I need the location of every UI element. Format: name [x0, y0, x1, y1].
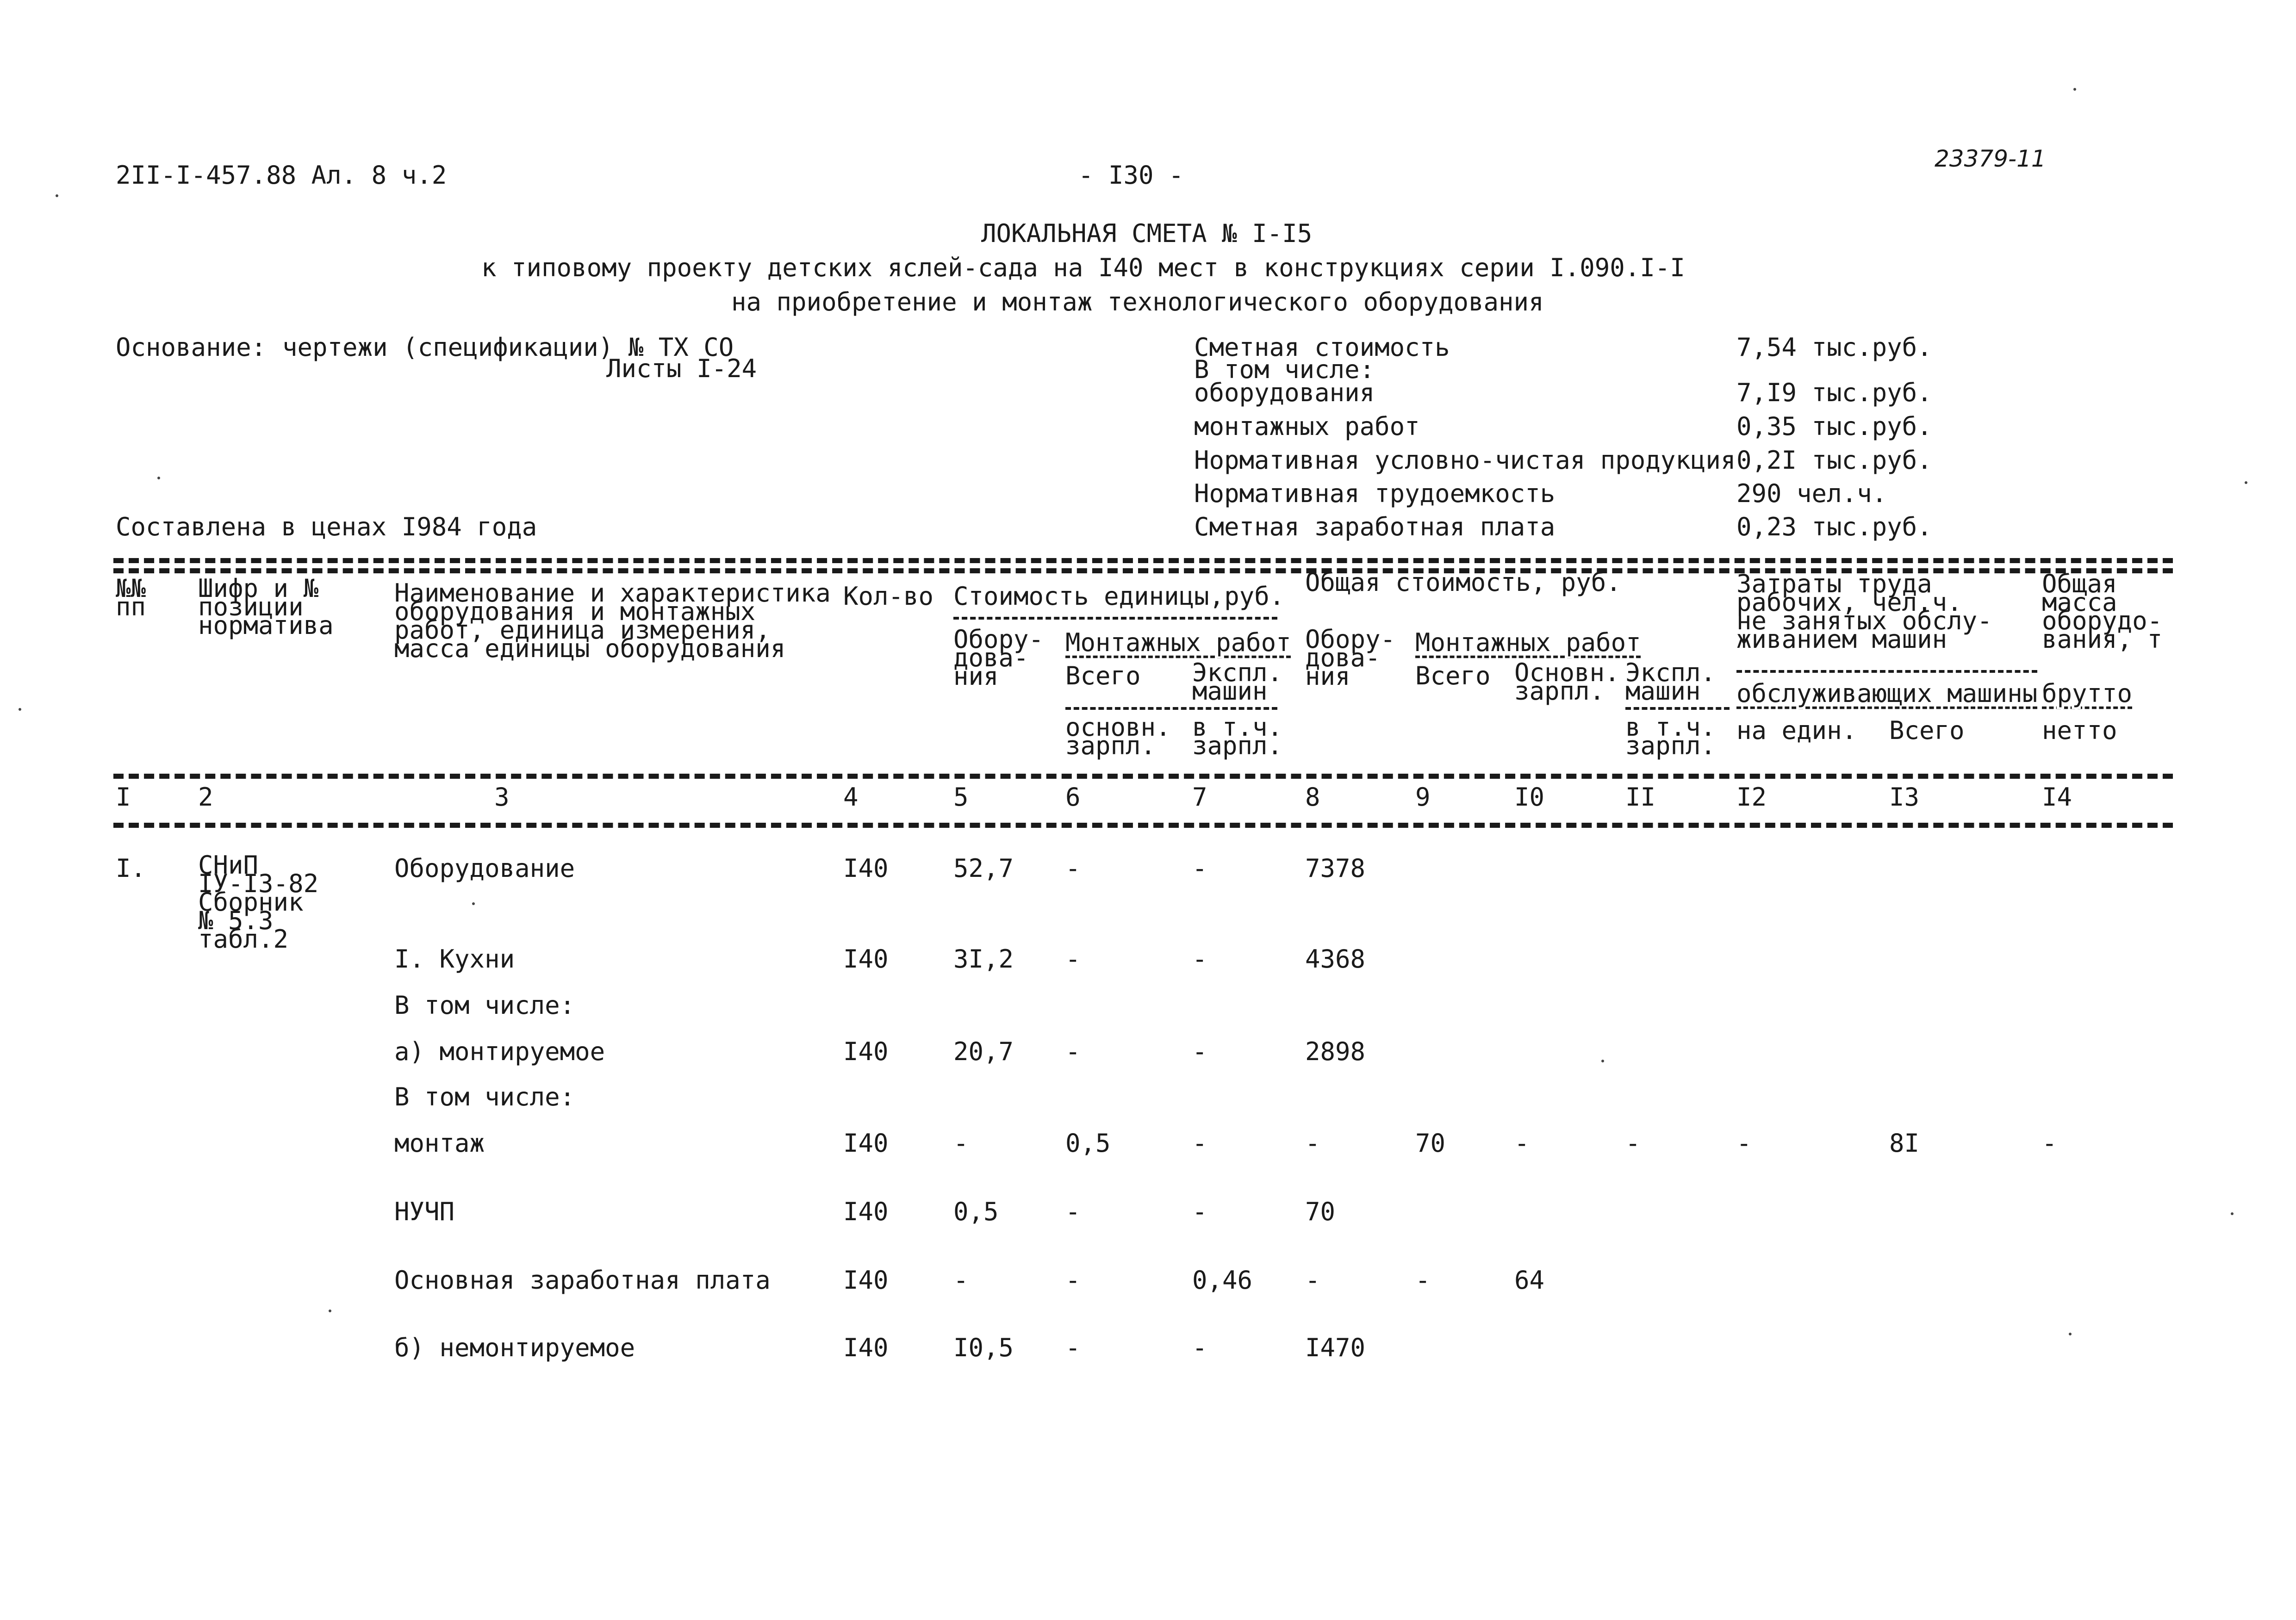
row-name: а) монтируемое [394, 1037, 605, 1066]
header-mass: Общая масса оборудо- вания, т [2042, 569, 2163, 654]
table-top-rule [113, 558, 2173, 563]
summary-value: 0,35 тыс.руб. [1736, 412, 1932, 441]
page-number: - I30 - [1078, 161, 1184, 190]
row-name: НУЧП [394, 1197, 455, 1226]
row-total-install: - [1415, 1266, 1431, 1295]
row-total-equipment: - [1305, 1266, 1320, 1295]
row-unit-machines: - [1192, 944, 1207, 974]
summary-label: оборудования [1194, 378, 1375, 407]
header-divider [1736, 670, 2037, 673]
row-unit-equipment: 0,5 [953, 1197, 999, 1226]
header-row-number: №№ пп [116, 574, 146, 621]
column-number: 2 [198, 782, 213, 812]
header-total-installation: Монтажных работ [1415, 628, 1641, 657]
row-quantity: I40 [843, 1333, 889, 1362]
summary-value: 7,54 тыс.руб. [1736, 333, 1932, 362]
header-total-cost: Общая стоимость, руб. [1305, 568, 1621, 597]
header-total-machines: Экспл. машин [1625, 658, 1716, 706]
row-quantity: I40 [843, 1197, 889, 1226]
row-labor-total: 8I [1889, 1129, 1920, 1158]
row-total-equipment: 4368 [1305, 944, 1366, 974]
column-number: I2 [1736, 782, 1767, 812]
row-unit-equipment: 3I,2 [953, 944, 1014, 974]
estimate-subtitle: к типовому проекту детских яслей-сада на I40 мест в конструкциях серии I.090.I-I [481, 253, 1685, 282]
row-unit-install: - [1065, 1266, 1081, 1295]
row-quantity: I40 [843, 1129, 889, 1158]
scan-speck [472, 902, 475, 905]
row-unit-machines: - [1192, 1037, 1207, 1066]
row-unit-equipment: 52,7 [953, 854, 1014, 883]
scan-speck [1601, 1060, 1604, 1062]
column-number: II [1625, 782, 1656, 812]
row-unit-equipment: 20,7 [953, 1037, 1014, 1066]
row-name: В том числе: [394, 1082, 575, 1111]
basis-sheets: Листы I-24 [606, 354, 757, 383]
header-total-equipment: Обору- дова- ния [1305, 625, 1396, 691]
row-unit-install: - [1065, 854, 1081, 883]
column-number: I0 [1514, 782, 1545, 812]
summary-value: 290 чел.ч. [1736, 479, 1887, 508]
summary-label: монтажных работ [1194, 412, 1420, 441]
summary-label: Сметная заработная плата [1194, 512, 1556, 541]
row-unit-install: - [1065, 1037, 1081, 1066]
row-name: I. Кухни [394, 944, 515, 974]
row-total-machines: - [1625, 1129, 1641, 1158]
header-total-machine-wage: в т.ч. зарпл. [1625, 713, 1716, 760]
basis-prices: Составлена в ценах I984 года [116, 512, 537, 541]
summary-value: 7,I9 тыс.руб. [1736, 378, 1932, 407]
table-header-rule [113, 774, 2173, 779]
header-labor-unit: на един. [1736, 716, 1857, 745]
row-number: I. [116, 854, 146, 883]
row-total-install: 70 [1415, 1129, 1446, 1158]
summary-label: Нормативная условно-чистая продукция [1194, 446, 1736, 475]
row-total-equipment: 70 [1305, 1197, 1336, 1226]
row-name: б) немонтируемое [394, 1333, 635, 1362]
column-number: 8 [1305, 782, 1320, 812]
row-name: В том числе: [394, 991, 575, 1020]
row-unit-machines: - [1192, 1333, 1207, 1362]
column-number: 6 [1065, 782, 1081, 812]
row-name: Основная заработная плата [394, 1266, 771, 1295]
document-code: 2II-I-457.88 Ал. 8 ч.2 [116, 161, 447, 190]
header-norm-code: Шифр и № позиции норматива [198, 574, 334, 640]
scan-speck [19, 708, 21, 711]
header-divider [953, 617, 1277, 620]
row-labor-unit: - [1736, 1129, 1752, 1158]
row-total-equipment: I470 [1305, 1333, 1366, 1362]
header-quantity: Кол-во [843, 582, 934, 611]
column-number: 4 [843, 782, 859, 812]
estimate-purpose: на приобретение и монтаж технологического оборудования [731, 287, 1544, 317]
row-quantity: I40 [843, 944, 889, 974]
row-unit-machines: 0,46 [1192, 1266, 1253, 1295]
scan-speck [2073, 88, 2076, 91]
header-unit-base-wage: основн. зарпл. [1065, 713, 1171, 760]
header-unit-equipment: Обору- дова- ния [953, 625, 1044, 691]
summary-label: Сметная стоимость [1194, 333, 1450, 362]
row-total-base-wage: - [1514, 1129, 1530, 1158]
norm-reference: СНиП IУ-I3-82 Сборник № 5.3 табл.2 [198, 850, 319, 954]
row-unit-machines: - [1192, 1197, 1207, 1226]
scan-speck [2245, 481, 2247, 484]
scan-speck [329, 1310, 331, 1312]
header-labor-total: Всего [1889, 716, 1965, 745]
column-number: I [116, 782, 131, 812]
summary-value: 0,2I тыс.руб. [1736, 446, 1932, 475]
handwritten-number: 23379-11 [1935, 145, 2046, 172]
row-quantity: I40 [843, 1266, 889, 1295]
column-number: I3 [1889, 782, 1920, 812]
row-unit-equipment: - [953, 1129, 969, 1158]
row-quantity: I40 [843, 1037, 889, 1066]
estimate-title: ЛОКАЛЬНАЯ СМЕТА № I-I5 [981, 219, 1313, 248]
header-labor: Затраты труда рабочих, чел.ч. не занятых обслу- живанием машин [1736, 569, 1992, 654]
row-total-equipment: 2898 [1305, 1037, 1366, 1066]
header-total-base-wage: Основн. зарпл. [1514, 658, 1620, 706]
row-quantity: I40 [843, 854, 889, 883]
scan-speck [56, 194, 58, 197]
table-body-rule [113, 823, 2173, 828]
basis-label: Основание: [116, 333, 267, 362]
header-total-all: Всего [1415, 661, 1491, 690]
header-unit-total: Всего [1065, 661, 1141, 690]
row-total-equipment: 7378 [1305, 854, 1366, 883]
row-name: Оборудование [394, 854, 575, 883]
summary-value: 0,23 тыс.руб. [1736, 512, 1932, 541]
basis-drawings: чертежи (спецификации) № ТХ СО [282, 333, 734, 362]
header-unit-installation: Монтажных работ [1065, 628, 1291, 657]
header-unit-machine-wage: в т.ч. зарпл. [1192, 713, 1283, 760]
header-divider [1625, 707, 1730, 710]
scan-speck [2231, 1212, 2234, 1215]
row-unit-install: 0,5 [1065, 1129, 1111, 1158]
header-name: Наименование и характеристика оборудования и монтажных работ, единица измерения, масса единицы оборудования [394, 578, 831, 663]
row-total-base-wage: 64 [1514, 1266, 1545, 1295]
header-mass-gross: брутто [2042, 679, 2133, 708]
scan-speck [2069, 1333, 2072, 1335]
scan-speck [157, 477, 160, 479]
row-unit-equipment: - [953, 1266, 969, 1295]
row-unit-install: - [1065, 1197, 1081, 1226]
column-number: 7 [1192, 782, 1207, 812]
row-unit-install: - [1065, 1333, 1081, 1362]
header-divider [1065, 707, 1277, 710]
row-unit-machines: - [1192, 854, 1207, 883]
row-unit-machines: - [1192, 1129, 1207, 1158]
row-name: монтаж [394, 1129, 485, 1158]
row-mass: - [2042, 1129, 2057, 1158]
header-labor-machines: обслуживающих машины [1736, 679, 2038, 708]
column-number: 3 [494, 782, 510, 812]
summary-label: Нормативная трудоемкость [1194, 479, 1556, 508]
column-number: 9 [1415, 782, 1431, 812]
header-unit-machines: Экспл. машин [1192, 658, 1283, 706]
header-unit-cost: Стоимость единицы,руб. [953, 582, 1285, 611]
header-mass-net: нетто [2042, 716, 2117, 745]
row-total-equipment: - [1305, 1129, 1320, 1158]
summary-label: В том числе: [1194, 355, 1375, 384]
row-unit-install: - [1065, 944, 1081, 974]
column-number: 5 [953, 782, 969, 812]
row-unit-equipment: I0,5 [953, 1333, 1014, 1362]
column-number: I4 [2042, 782, 2072, 812]
